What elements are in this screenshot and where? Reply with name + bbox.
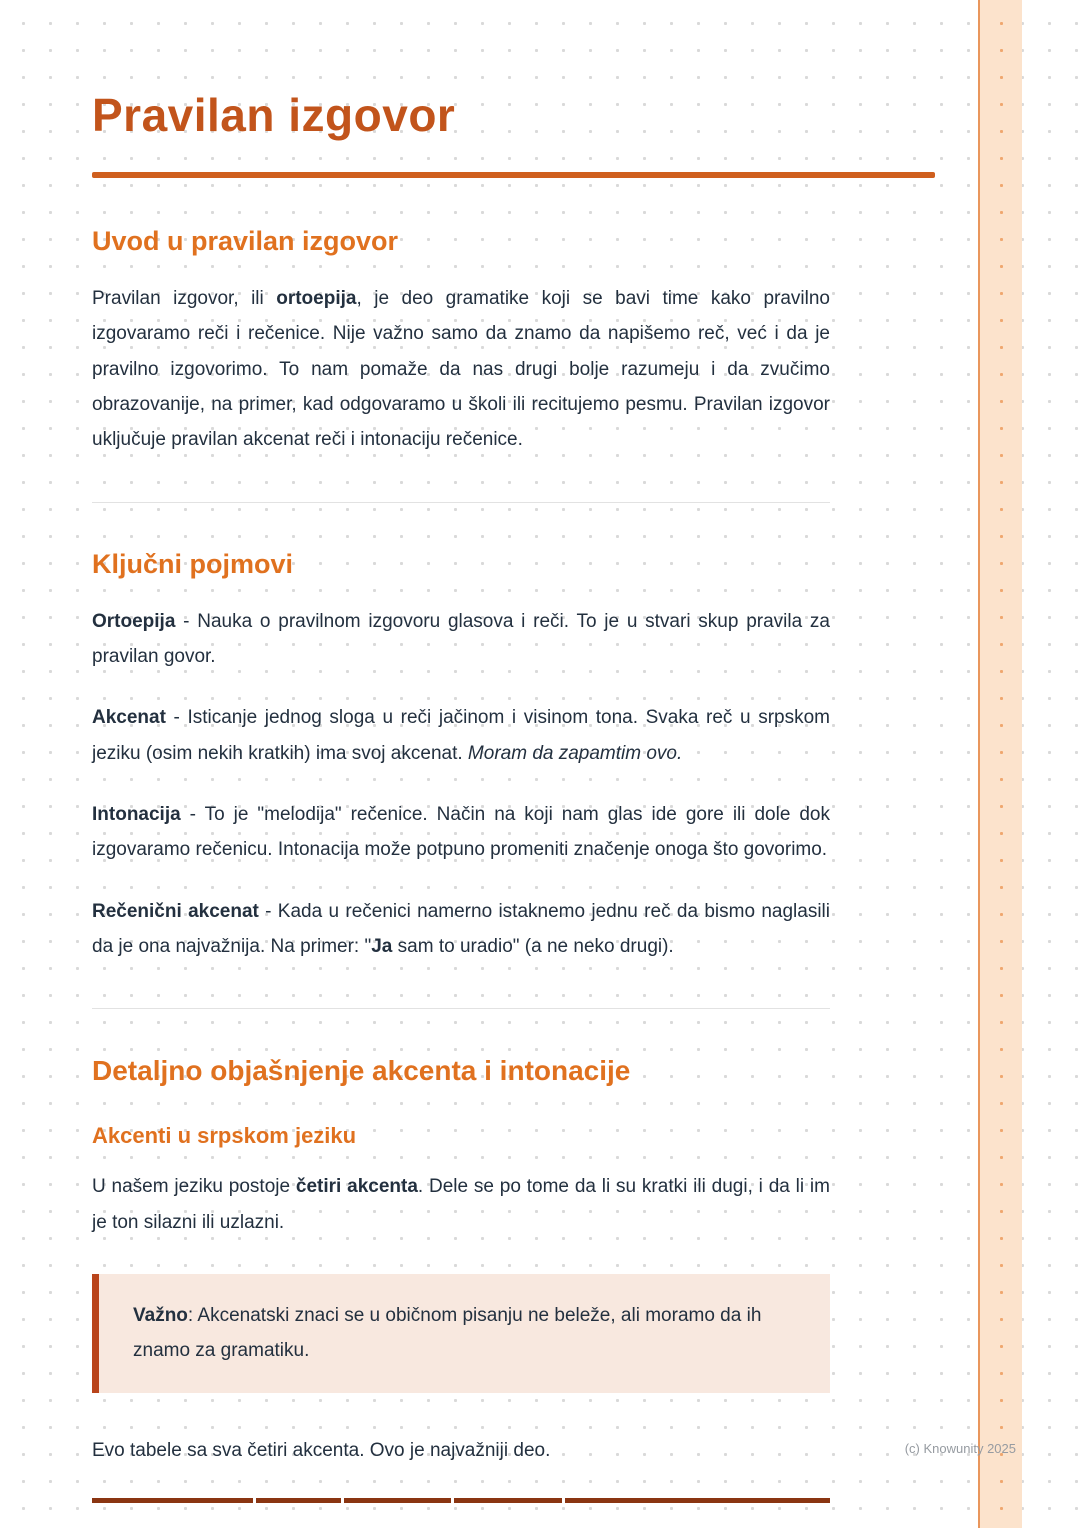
section-divider-1 xyxy=(92,502,830,503)
table-top-border-segment xyxy=(256,1498,342,1503)
subsection-heading-akcenti: Akcenti u srpskom jeziku xyxy=(92,1123,357,1149)
closing-paragraph: Evo tabele sa sva četiri akcenta. Ovo je najvažniji deo. xyxy=(92,1439,551,1461)
right-accent-strip xyxy=(978,0,1022,1528)
section-heading-detail: Detaljno objašnjenje akcenta i intonacije xyxy=(92,1055,631,1087)
definition-intonacija: Intonacija - To je "melodija" rečenice. Način na koji nam glas ide gore ili dole dok izgovaramo rečenicu. Intonacija može potpuno promeniti značenje onoga što govorimo. xyxy=(92,803,830,861)
detail-paragraph: U našem jeziku postoje četiri akcenta. Dele se po tome da li su kratki ili dugi, i da li im je ton silazni ili uzlazni. xyxy=(92,1176,830,1233)
table-top-border-segment xyxy=(344,1498,451,1503)
definition-akcenat: Akcenat - Isticanje jednog sloga u reči jačinom i visinom tona. Svaka reč u srpskom jeziku (osim nekih kratkih) ima svoj akcenat. Moram da zapamtim ovo. xyxy=(92,707,830,764)
table-top-border-segment xyxy=(92,1498,253,1503)
table-top-border-segment xyxy=(454,1498,562,1503)
section-intro xyxy=(92,226,830,458)
section-detail xyxy=(92,1055,830,1468)
section-divider-2 xyxy=(92,1008,830,1009)
definition-recenicni-akcenat: Rečenični akcenat - Kada u rečenici namerno istaknemo jednu reč da bismo naglasili da je ona najvažnija. Na primer: "Ja sam to uradio" (a ne neko drugi). xyxy=(92,900,830,957)
copyright-footer: (c) Knowunity 2025 xyxy=(904,1441,1016,1456)
important-callout-box xyxy=(92,1274,830,1393)
section-heading-intro: Uvod u pravilan izgovor xyxy=(92,226,399,256)
page-title: Pravilan izgovor xyxy=(92,89,456,141)
intro-paragraph: Pravilan izgovor, ili ortoepija, je deo gramatike koji se bavi time kako pravilno izgovaramo reči i rečenice. Nije važno samo da znamo da napišemo reč, već i da je pravilno izgovorimo. To nam pomaže da nas drugi bolje razumeju i da zvučimo obrazovanije, na primer, kad odgovaramo u školi ili recitujemo pesmu. Pravilan izgovor uključuje pravilan akcenat reči i intonaciju rečenice. xyxy=(92,288,830,451)
definition-ortoepija: Ortoepija - Nauka o pravilnom izgovoru glasova i reči. To je u stvari skup pravila za pravilan govor. xyxy=(92,610,830,667)
section-key-terms xyxy=(92,549,830,965)
section-heading-key-terms: Ključni pojmovi xyxy=(92,548,294,579)
callout-text: Važno: Akcenatski znaci se u običnom pisanju ne beleže, ali moramo da ih znamo za gramatiku. xyxy=(133,1304,762,1362)
table-top-border xyxy=(92,1498,830,1503)
title-divider-rule xyxy=(92,172,935,178)
table-top-border-segment xyxy=(565,1498,830,1503)
